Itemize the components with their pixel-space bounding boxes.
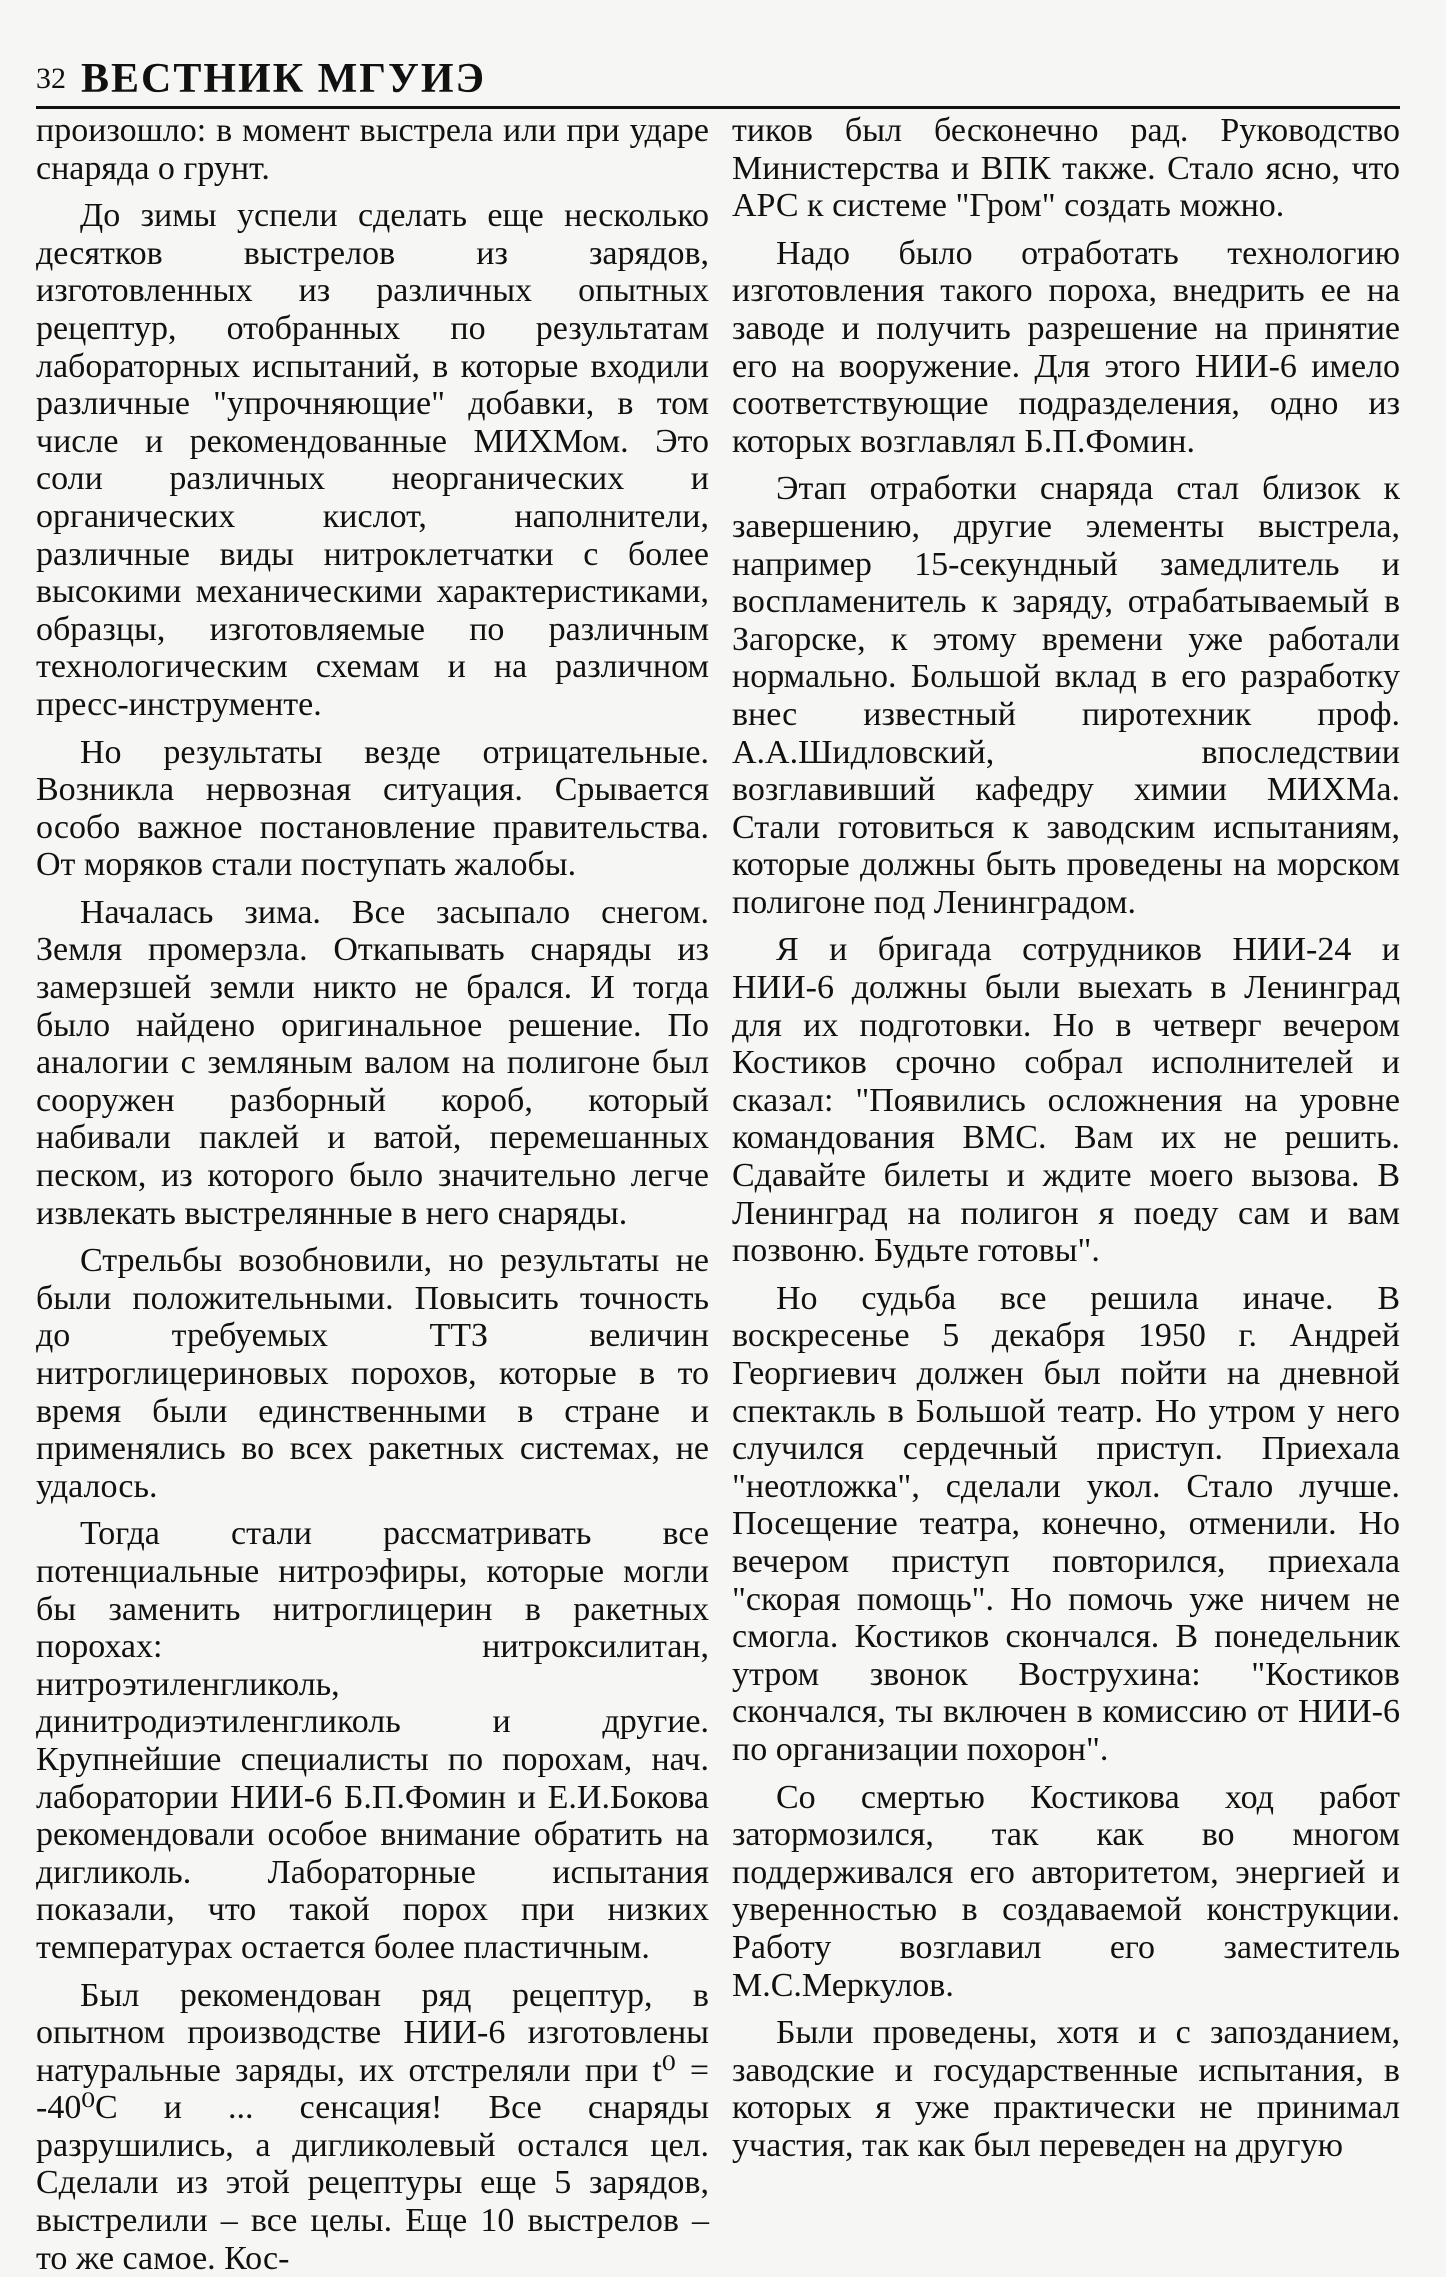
page-number: 32 — [36, 64, 66, 94]
paragraph: Был рекомендован ряд рецептур, в опытном производстве НИИ-6 изготовлены натуральные заряды, их отстреляли при t⁰ = -40⁰C и ... сенсация! Все снаряды разрушились, а дигликолевый остался цел. Сделали из этой рецептуры еще 5 зарядов, выстрелили – все целы. Еще 10 выстрелов – то же самое. Кос- — [36, 1977, 709, 2277]
paragraph: Этап отработки снаряда стал близок к завершению, другие элементы выстрела, например 15-секундный замедлитель и воспламенитель к заряду, отрабатываемый в Загорске, к этому времени уже работали нормально. Большой вклад в его разработку внес известный пиротехник проф. А.А.Шидловский, впоследствии возглавивший кафедру химии МИХМа. Стали готовиться к заводским испытаниям, которые должны быть проведены на морском полигоне под Ленинградом. — [732, 470, 1400, 921]
paragraph: Тогда стали рассматривать все потенциальные нитроэфиры, которые могли бы заменить нитроглицерин в ракетных порохах: нитроксилитан, нитроэтиленгликоль, динитродиэтиленгликоль и другие. Крупнейшие специалисты по порохам, нач. лаборатории НИИ-6 Б.П.Фомин и Е.И.Бокова рекомендовали особое внимание обратить на дигликоль. Лабораторные испытания показали, что такой порох при низких температурах остается более пластичным. — [36, 1515, 709, 1966]
header-rule — [36, 106, 1400, 109]
paragraph: До зимы успели сделать еще несколько десятков выстрелов из зарядов, изготовленных из различных опытных рецептур, отобранных по результатам лабораторных испытаний, в которые входили различные "упрочняющие" добавки, в том числе и рекомендованные МИХМом. Это соли различных неорганических и органических кислот, наполнители, различные виды нитроклетчатки с более высокими механическими характеристиками, образцы, изготовляемые по различным технологическим схемам и на различном пресс-инструменте. — [36, 197, 709, 723]
page-header — [36, 58, 1400, 106]
paragraph: Но судьба все решила иначе. В воскресенье 5 декабря 1950 г. Андрей Георгиевич должен был пойти на дневной спектакль в Большой театр. Но утром у него случился сердечный приступ. Приехала "неотложка", сделали укол. Стало лучше. Посещение театра, конечно, отменили. Но вечером приступ повторился, приехала "скорая помощь". Но помочь уже ничем не смогла. Костиков скончался. В понедельник утром звонок Вострухина: "Костиков скончался, ты включен в комиссию от НИИ-6 по организации похорон". — [732, 1280, 1400, 1769]
right-column — [732, 112, 1400, 2164]
paragraph: произошло: в момент выстрела или при ударе снаряда о грунт. — [36, 112, 709, 187]
paragraph: тиков был бесконечно рад. Руководство Министерства и ВПК также. Стало ясно, что АРС к системе "Гром" создать можно. — [732, 112, 1400, 225]
paragraph: Я и бригада сотрудников НИИ-24 и НИИ-6 должны были выехать в Ленинград для их подготовки. Но в четверг вечером Костиков срочно собрал исполнителей и сказал: "Появились осложнения на уровне командования ВМС. Вам их не решить. Сдавайте билеты и ждите моего вызова. В Ленинград на полигон я поеду сам и вам позвоню. Будьте готовы". — [732, 931, 1400, 1269]
journal-title: ВЕСТНИК МГУИЭ — [81, 58, 486, 100]
left-column — [36, 112, 709, 2277]
paragraph: Надо было отработать технологию изготовления такого пороха, внедрить ее на заводе и получить разрешение на принятие его на вооружение. Для этого НИИ-6 имело соответствующие подразделения, одно из которых возглавлял Б.П.Фомин. — [732, 235, 1400, 461]
paragraph: Были проведены, хотя и с запозданием, заводские и государственные испытания, в которых я уже практически не принимал участия, так как был переведен на другую — [732, 2014, 1400, 2164]
paragraph: Стрельбы возобновили, но результаты не были положительными. Повысить точность до требуемых ТТЗ величин нитроглицериновых порохов, которые в то время были единственными в стране и применялись во всех ракетных системах, не удалось. — [36, 1242, 709, 1505]
paragraph: Началась зима. Все засыпало снегом. Земля промерзла. Откапывать снаряды из замерзшей земли никто не брался. И тогда было найдено оригинальное решение. По аналогии с земляным валом на полигоне был сооружен разборный короб, который набивали паклей и ватой, перемешанных песком, из которого было значительно легче извлекать выстрелянные в него снаряды. — [36, 894, 709, 1232]
paragraph: Но результаты везде отрицательные. Возникла нервозная ситуация. Срывается особо важное постановление правительства. От моряков стали поступать жалобы. — [36, 734, 709, 884]
paragraph: Со смертью Костикова ход работ затормозился, так как во многом поддерживался его авторитетом, энергией и уверенностью в создаваемой конструкции. Работу возглавил его заместитель М.С.Меркулов. — [732, 1779, 1400, 2005]
